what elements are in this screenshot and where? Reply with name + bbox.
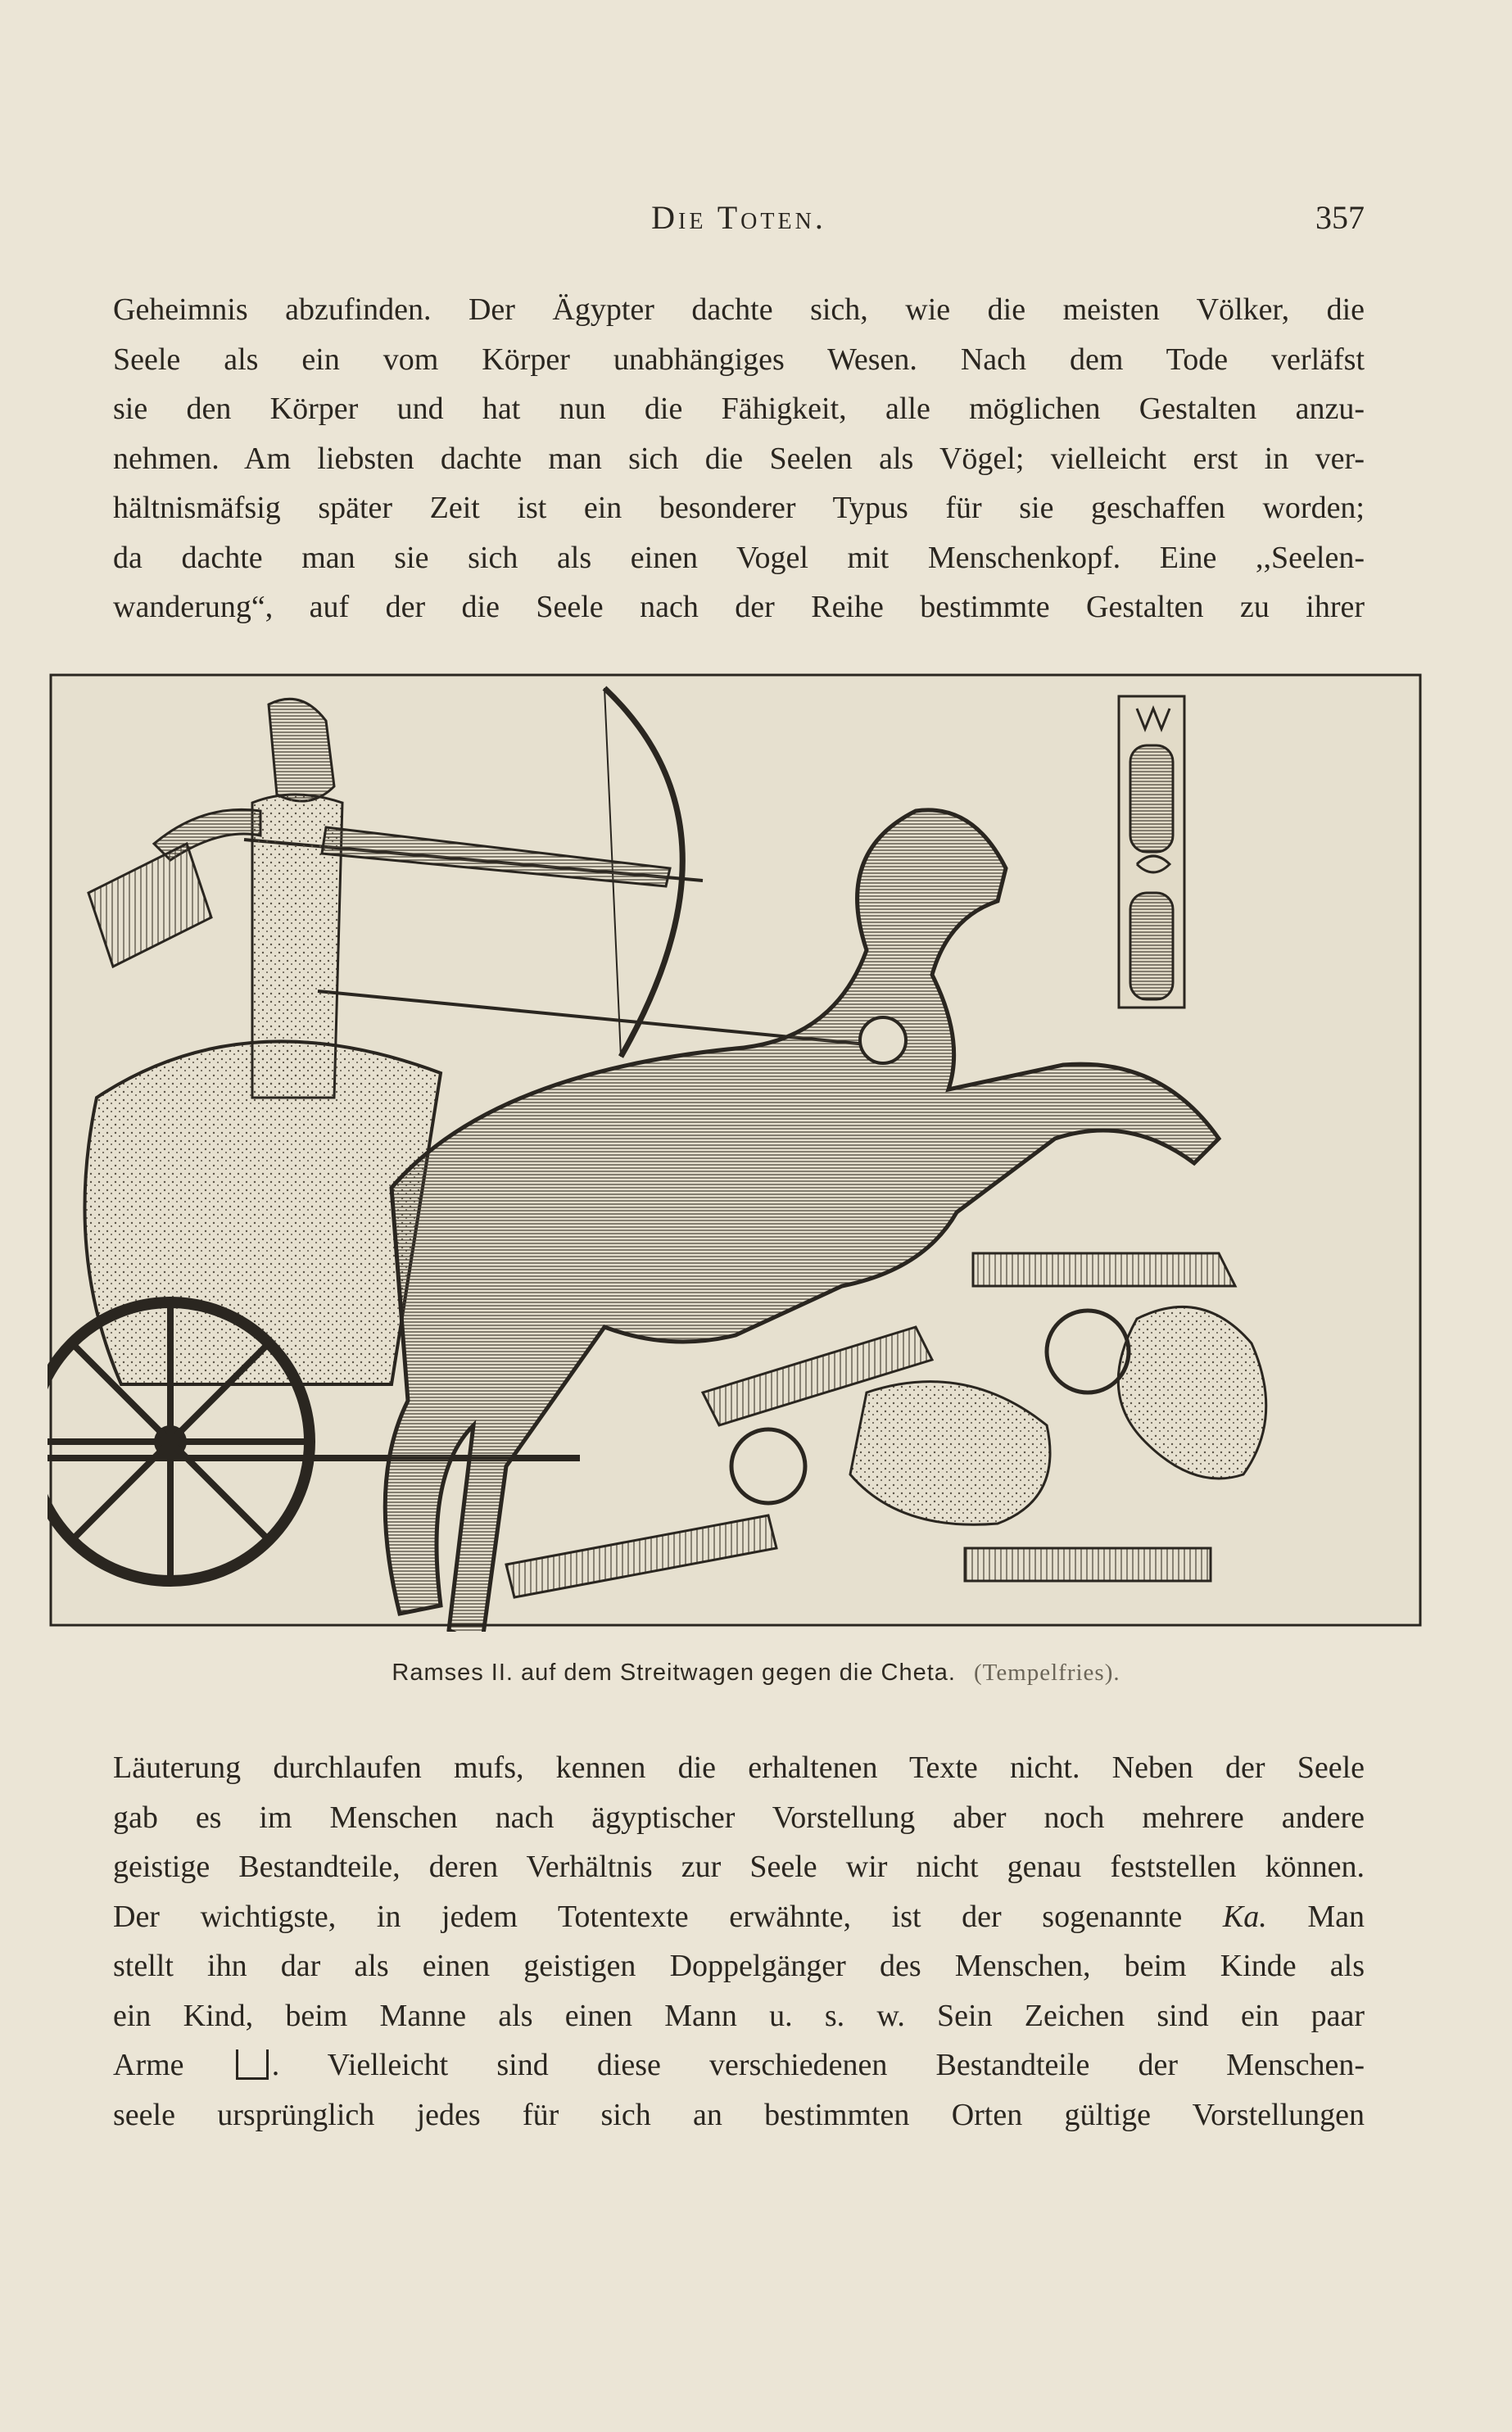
text-line: seele ursprünglich jedes für sich an bestimmten Orten gültige Vorstellungen <box>113 2097 1365 2132</box>
arme-word: Arme <box>113 2048 184 2082</box>
chapter-title: Die Toten. <box>651 199 826 236</box>
caption-text: Ramses II. auf dem Streitwagen gegen die Cheta. <box>392 1660 956 1686</box>
text-line: stellt ihn dar als einen geistigen Doppelgänger des Menschen, beim Kinde als <box>113 1949 1365 1983</box>
ka-arms-hieroglyph-icon <box>236 2049 269 2080</box>
chariot-relief-illustration <box>48 672 1424 1632</box>
text-line-with-ka <box>113 1892 1365 1942</box>
text-line: gab es im Menschen nach ägyptischer Vorstellung aber noch mehrere andere <box>113 1800 1365 1835</box>
caption-note: (Tempelfries). <box>973 1660 1120 1686</box>
text-line: da dachte man sie sich als einen Vogel mit Menschenkopf. Eine ,,Seelen- <box>113 540 1365 575</box>
ka-term: Ka. <box>1222 1899 1267 1934</box>
text-line: Läuterung durchlaufen mufs, kennen die erhaltenen Texte nicht. Neben der Seele <box>113 1750 1365 1785</box>
man-word: Man <box>1307 1899 1365 1934</box>
text-line: wanderung“, auf der die Seele nach der Reihe bestimmte Gestalten zu ihrer <box>113 590 1365 624</box>
figure-caption <box>0 1660 1512 1687</box>
text-line: nehmen. Am liebsten dachte man sich die Seelen als Vögel; vielleicht erst in ver- <box>113 441 1365 476</box>
text-line: sie den Körper und hat nun die Fähigkeit, alle möglichen Gestalten anzu- <box>113 392 1365 426</box>
text-line-with-sign <box>113 2040 1365 2090</box>
ka-line-text: Der wichtigste, in jedem Totentexte erwähnte, ist der sogenannte <box>113 1899 1183 1934</box>
sign-period: . <box>271 2048 280 2082</box>
hieroglyph-column <box>1119 696 1184 1008</box>
text-line: hältnismäfsig später Zeit ist ein besonderer Typus für sie geschaffen worden; <box>113 491 1365 525</box>
engraving-figure <box>48 672 1424 1632</box>
page-number: 357 <box>1315 199 1365 236</box>
text-line: ein Kind, beim Manne als einen Mann u. s. w. Sein Zeichen sind ein paar <box>113 1998 1365 2033</box>
sign-line-text: Vielleicht sind diese verschiedenen Bestandteile der Menschen- <box>327 2048 1365 2082</box>
paragraph-upper <box>113 285 1365 632</box>
text-line: geistige Bestandteile, deren Verhältnis zur Seele wir nicht genau feststellen können. <box>113 1850 1365 1884</box>
text-line: Geheimnis abzufinden. Der Ägypter dachte sich, wie die meisten Völker, die <box>113 292 1365 327</box>
running-head <box>113 198 1365 247</box>
text-line: Seele als ein vom Körper unabhängiges Wesen. Nach dem Tode verläfst <box>113 342 1365 377</box>
paragraph-lower <box>113 1743 1365 2140</box>
